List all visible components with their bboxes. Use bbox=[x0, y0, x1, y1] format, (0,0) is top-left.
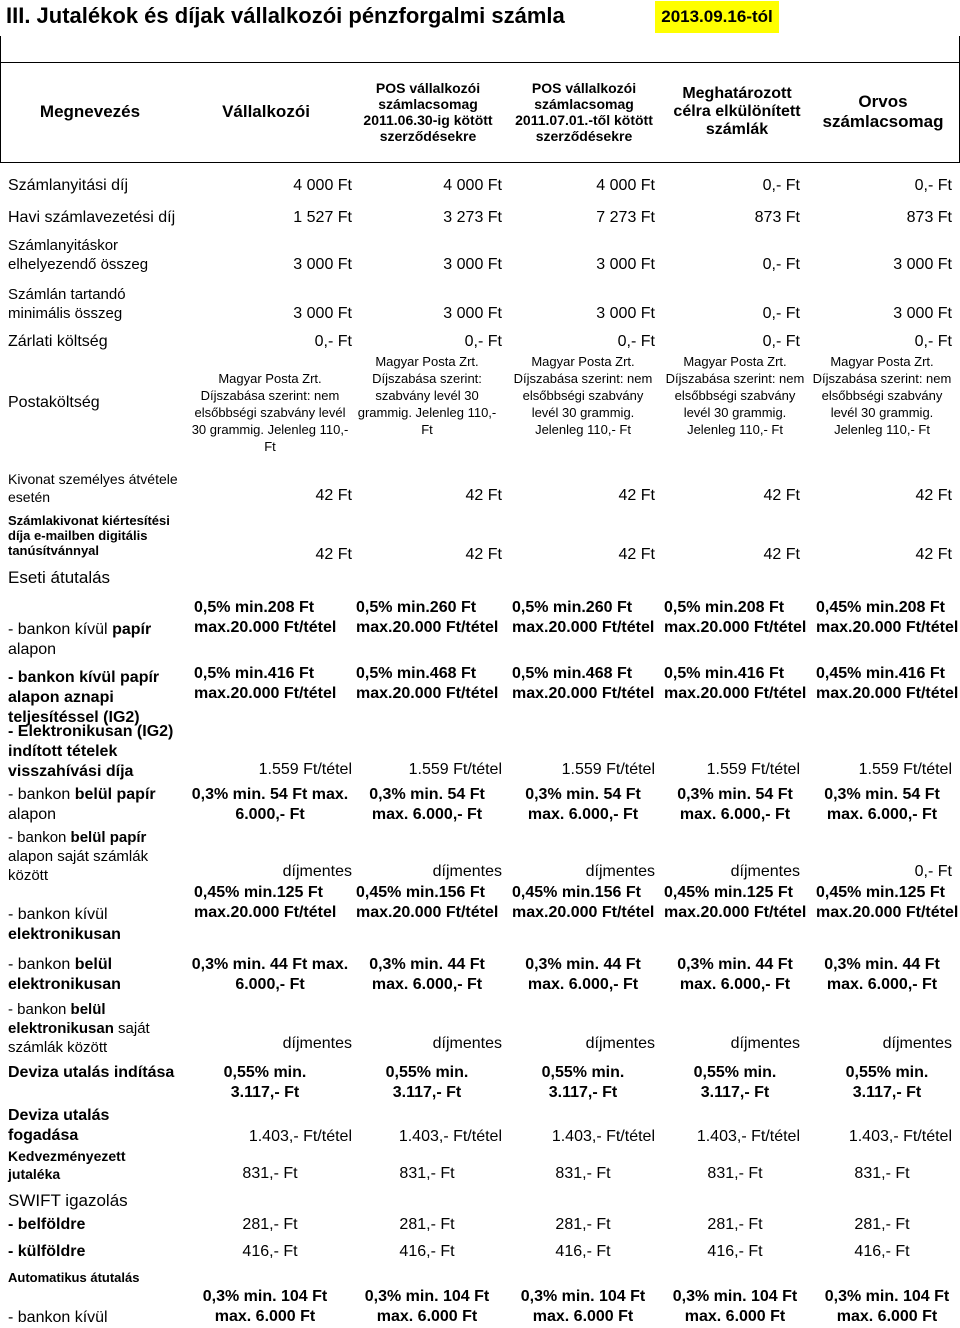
row-label-elhely: Számlanyitáskor elhelyezendő összeg bbox=[8, 237, 149, 273]
cell-nyitasi-4: 0,- Ft bbox=[914, 177, 952, 194]
row-label-part: belül papír bbox=[70, 829, 147, 846]
cell-aznapi-1: 0,5% min.468 Ft max.20.000 Ft/tétel bbox=[356, 665, 499, 702]
row-label-autokivul: - bankon kívül bbox=[8, 1309, 108, 1326]
cell-visszahivas-0: 1.559 Ft/tétel bbox=[258, 761, 352, 778]
cell-sajatpapir-3: díjmentes bbox=[730, 863, 800, 880]
row-label-part: saját számlák között bbox=[8, 1020, 150, 1056]
cell-aznapi-0: 0,5% min.416 Ft max.20.000 Ft/tétel bbox=[194, 665, 337, 702]
cell-devizafogadas-0: 1.403,- Ft/tétel bbox=[248, 1128, 352, 1145]
cell-devizainditas-2: 0,55% min. 3.117,- Ft bbox=[541, 1064, 625, 1101]
cell-elhely-3: 0,- Ft bbox=[762, 256, 800, 273]
cell-kedvezmenyezett-2: 831,- Ft bbox=[555, 1165, 611, 1182]
cell-devizafogadas-3: 1.403,- Ft/tétel bbox=[696, 1128, 800, 1145]
cell-posta-4: Magyar Posta Zrt. Díjszabása szerint: nem elsőbbségi szabvány levél 30 grammig. Jelenleg 110,- Ft bbox=[812, 354, 952, 437]
cell-havi-0: 1 527 Ft bbox=[293, 209, 352, 226]
cell-devizafogadas-2: 1.403,- Ft/tétel bbox=[551, 1128, 655, 1145]
cell-kivonat-2: 42 Ft bbox=[618, 487, 655, 504]
row-label-havi: Havi számlavezetési díj bbox=[8, 209, 176, 226]
cell-havi-3: 873 Ft bbox=[754, 209, 800, 226]
cell-devizainditas-3: 0,55% min. 3.117,- Ft bbox=[693, 1064, 777, 1101]
cell-elhely-1: 3 000 Ft bbox=[443, 256, 502, 273]
cell-minimalis-0: 3 000 Ft bbox=[293, 305, 352, 322]
cell-kivulelektr-1: 0,45% min.156 Ft max.20.000 Ft/tétel bbox=[356, 884, 499, 921]
cell-kivulelektr-0: 0,45% min.125 Ft max.20.000 Ft/tétel bbox=[194, 884, 337, 921]
cell-kulfold-2: 416,- Ft bbox=[555, 1243, 611, 1260]
cell-kivonat-0: 42 Ft bbox=[315, 487, 352, 504]
cell-belulelektr-2: 0,3% min. 44 Ft max. 6.000,- Ft bbox=[525, 956, 641, 993]
cell-kedvezmenyezett-0: 831,- Ft bbox=[242, 1165, 298, 1182]
cell-autokivul-0: 0,3% min. 104 Ft max. 6.000 Ft bbox=[202, 1288, 328, 1325]
cell-minimalis-3: 0,- Ft bbox=[762, 305, 800, 322]
cell-visszahivas-2: 1.559 Ft/tétel bbox=[561, 761, 655, 778]
row-label-kulfold: - külföldre bbox=[8, 1243, 86, 1260]
cell-belulpapir-2: 0,3% min. 54 Ft max. 6.000,- Ft bbox=[525, 786, 641, 823]
cell-belfold-0: 281,- Ft bbox=[242, 1216, 298, 1233]
row-label-devizafogadas: Deviza utalás fogadása bbox=[8, 1107, 110, 1144]
cell-posta-0: Magyar Posta Zrt. Díjszabása szerint: nem elsőbbségi szabvány levél 30 grammig. Jelenleg 110,- Ft bbox=[191, 371, 349, 454]
cell-elhely-4: 3 000 Ft bbox=[893, 256, 952, 273]
cell-kivulelektr-3: 0,45% min.125 Ft max.20.000 Ft/tétel bbox=[664, 884, 807, 921]
row-label-sajatelektr bbox=[8, 1000, 188, 1057]
cell-visszahivas-1: 1.559 Ft/tétel bbox=[408, 761, 502, 778]
cell-emailkivonat-0: 42 Ft bbox=[315, 546, 352, 563]
row-label-part: - bankon kívül bbox=[8, 906, 108, 923]
cell-sajatelektr-3: díjmentes bbox=[730, 1035, 800, 1052]
cell-kivonat-4: 42 Ft bbox=[915, 487, 952, 504]
cell-minimalis-1: 3 000 Ft bbox=[443, 305, 502, 322]
row-label-posta: Postaköltség bbox=[8, 394, 100, 411]
cell-zarlati-4: 0,- Ft bbox=[914, 333, 952, 350]
row-label-part: alapon saját számlák között bbox=[8, 848, 149, 884]
cell-havi-2: 7 273 Ft bbox=[596, 209, 655, 226]
cell-belfold-1: 281,- Ft bbox=[399, 1216, 455, 1233]
cell-sajatelektr-0: díjmentes bbox=[282, 1035, 352, 1052]
cell-belulpapir-4: 0,3% min. 54 Ft max. 6.000,- Ft bbox=[824, 786, 940, 823]
cell-devizainditas-0: 0,55% min. 3.117,- Ft bbox=[223, 1064, 307, 1101]
cell-aznapi-4: 0,45% min.416 Ft max.20.000 Ft/tétel bbox=[816, 665, 959, 702]
row-label-part: elektronikusan bbox=[8, 926, 121, 943]
cell-aznapi-3: 0,5% min.416 Ft max.20.000 Ft/tétel bbox=[664, 665, 807, 702]
cell-belulelektr-0: 0,3% min. 44 Ft max. 6.000,- Ft bbox=[191, 956, 349, 993]
cell-autokivul-4: 0,3% min. 104 Ft max. 6.000 Ft bbox=[824, 1288, 950, 1325]
cell-zarlati-3: 0,- Ft bbox=[762, 333, 800, 350]
row-label-aznapi: - bankon kívül papír alapon aznapi teljesítéssel (IG2) bbox=[8, 669, 160, 726]
cell-visszahivas-3: 1.559 Ft/tétel bbox=[706, 761, 800, 778]
cell-belulelektr-3: 0,3% min. 44 Ft max. 6.000,- Ft bbox=[677, 956, 793, 993]
cell-devizafogadas-4: 1.403,- Ft/tétel bbox=[848, 1128, 952, 1145]
header-megnevezes: Megnevezés bbox=[39, 102, 141, 121]
cell-autokivul-2: 0,3% min. 104 Ft max. 6.000 Ft bbox=[520, 1288, 646, 1325]
cell-kulfold-0: 416,- Ft bbox=[242, 1243, 298, 1260]
cell-elhely-2: 3 000 Ft bbox=[596, 256, 655, 273]
row-label-part: - bankon bbox=[8, 956, 75, 973]
cell-kivulelektr-4: 0,45% min.125 Ft max.20.000 Ft/tétel bbox=[816, 884, 959, 921]
cell-belfold-3: 281,- Ft bbox=[707, 1216, 763, 1233]
cell-aznapi-2: 0,5% min.468 Ft max.20.000 Ft/tétel bbox=[512, 665, 655, 702]
cell-havi-4: 873 Ft bbox=[906, 209, 952, 226]
header-orvos: Orvos számlacsomag bbox=[822, 92, 944, 131]
row-label-part: alapon bbox=[8, 806, 57, 823]
cell-minimalis-4: 3 000 Ft bbox=[893, 305, 952, 322]
row-label-part: belül elektronikusan bbox=[8, 956, 121, 993]
cell-kulfold-4: 416,- Ft bbox=[854, 1243, 910, 1260]
cell-minimalis-2: 3 000 Ft bbox=[596, 305, 655, 322]
header-vallalkozoi: Vállalkozói bbox=[222, 102, 310, 121]
cell-kivonat-1: 42 Ft bbox=[465, 487, 502, 504]
row-label-nyitasi: Számlanyitási díj bbox=[8, 177, 129, 194]
cell-elhely-0: 3 000 Ft bbox=[293, 256, 352, 273]
cell-devizainditas-1: 0,55% min. 3.117,- Ft bbox=[385, 1064, 469, 1101]
cell-sajatelektr-4: díjmentes bbox=[882, 1035, 952, 1052]
cell-belfold-2: 281,- Ft bbox=[555, 1216, 611, 1233]
cell-kivonat-3: 42 Ft bbox=[763, 487, 800, 504]
cell-posta-2: Magyar Posta Zrt. Díjszabása szerint: nem elsőbbségi szabvány levél 30 grammig. Jelenleg 110,- Ft bbox=[513, 354, 653, 437]
cell-zarlati-0: 0,- Ft bbox=[314, 333, 352, 350]
cell-devizafogadas-1: 1.403,- Ft/tétel bbox=[398, 1128, 502, 1145]
cell-belulelektr-1: 0,3% min. 44 Ft max. 6.000,- Ft bbox=[369, 956, 485, 993]
cell-nyitasi-0: 4 000 Ft bbox=[293, 177, 352, 194]
page-title: III. Jutalékok és díjak vállalkozói pénzforgalmi számla bbox=[6, 3, 565, 28]
title-bar bbox=[0, 0, 960, 36]
blank-row bbox=[0, 36, 960, 63]
row-label-part: belül papír bbox=[74, 786, 156, 803]
cell-kedvezmenyezett-4: 831,- Ft bbox=[854, 1165, 910, 1182]
cell-sajatpapir-4: 0,- Ft bbox=[914, 863, 952, 880]
cell-emailkivonat-3: 42 Ft bbox=[763, 546, 800, 563]
cell-havi-1: 3 273 Ft bbox=[443, 209, 502, 226]
cell-nyitasi-2: 4 000 Ft bbox=[596, 177, 655, 194]
cell-emailkivonat-2: 42 Ft bbox=[618, 546, 655, 563]
row-label-visszahivas: - Elektronikusan (IG2) indított tételek visszahívási díja bbox=[8, 723, 174, 780]
cell-kedvezmenyezett-1: 831,- Ft bbox=[399, 1165, 455, 1182]
cell-visszahivas-4: 1.559 Ft/tétel bbox=[858, 761, 952, 778]
cell-sajatpapir-0: díjmentes bbox=[282, 863, 352, 880]
row-label-part: alapon bbox=[8, 641, 57, 658]
cell-autokivul-3: 0,3% min. 104 Ft max. 6.000 Ft bbox=[672, 1288, 798, 1325]
cell-autokivul-1: 0,3% min. 104 Ft max. 6.000 Ft bbox=[364, 1288, 490, 1325]
cell-kivulpapir-2: 0,5% min.260 Ft max.20.000 Ft/tétel bbox=[512, 599, 655, 636]
cell-kivulpapir-4: 0,45% min.208 Ft max.20.000 Ft/tétel bbox=[816, 599, 959, 636]
row-label-belfold: - belföldre bbox=[8, 1216, 86, 1233]
row-label-swift: SWIFT igazolás bbox=[8, 1191, 128, 1210]
row-label-belulelektr bbox=[8, 955, 188, 995]
cell-posta-3: Magyar Posta Zrt. Díjszabása szerint: nem elsőbbségi szabvány levél 30 grammig. Jelenleg 110,- Ft bbox=[665, 354, 805, 437]
cell-emailkivonat-4: 42 Ft bbox=[915, 546, 952, 563]
row-label-part: - bankon bbox=[8, 829, 71, 846]
cell-zarlati-1: 0,- Ft bbox=[464, 333, 502, 350]
row-label-kivonat: Kivonat személyes átvétele esetén bbox=[8, 471, 178, 505]
cell-kivulpapir-0: 0,5% min.208 Ft max.20.000 Ft/tétel bbox=[194, 599, 337, 636]
cell-zarlati-2: 0,- Ft bbox=[617, 333, 655, 350]
row-label-eseti: Eseti átutalás bbox=[8, 568, 111, 587]
row-label-part: belül elektronikusan bbox=[8, 1001, 114, 1037]
cell-sajatpapir-2: díjmentes bbox=[585, 863, 655, 880]
cell-sajatelektr-1: díjmentes bbox=[432, 1035, 502, 1052]
cell-kivulpapir-1: 0,5% min.260 Ft max.20.000 Ft/tétel bbox=[356, 599, 499, 636]
cell-kulfold-3: 416,- Ft bbox=[707, 1243, 763, 1260]
row-label-emailkivonat: Számlakivonat kiértesítési díja e-mailben digitális tanúsítvánnyal bbox=[8, 513, 170, 558]
header-pos-2011-07: POS vállalkozói számlacsomag 2011.07.01.-től kötött szerződésekre bbox=[515, 80, 653, 144]
row-label-kedvezmenyezett: Kedvezményezett jutaléka bbox=[8, 1148, 126, 1182]
cell-belulelektr-4: 0,3% min. 44 Ft max. 6.000,- Ft bbox=[824, 956, 940, 993]
cell-belulpapir-1: 0,3% min. 54 Ft max. 6.000,- Ft bbox=[369, 786, 485, 823]
header-pos-2011-06: POS vállalkozói számlacsomag 2011.06.30-ig kötött szerződésekre bbox=[363, 80, 493, 144]
cell-belfold-4: 281,- Ft bbox=[854, 1216, 910, 1233]
row-label-automatikus: Automatikus átutalás bbox=[8, 1270, 140, 1285]
row-label-sajatpapir bbox=[8, 828, 188, 885]
row-label-part: - bankon bbox=[8, 786, 75, 803]
row-label-part: - bankon bbox=[8, 1001, 71, 1018]
cell-nyitasi-3: 0,- Ft bbox=[762, 177, 800, 194]
cell-sajatpapir-1: díjmentes bbox=[432, 863, 502, 880]
row-label-devizainditas: Deviza utalás indítása bbox=[8, 1064, 175, 1081]
row-label-part: - bankon kívül bbox=[8, 621, 113, 638]
effective-date-badge: 2013.09.16-tól bbox=[655, 1, 779, 33]
cell-sajatelektr-2: díjmentes bbox=[585, 1035, 655, 1052]
row-label-zarlati: Zárlati költség bbox=[8, 333, 108, 350]
cell-belulpapir-3: 0,3% min. 54 Ft max. 6.000,- Ft bbox=[677, 786, 793, 823]
cell-nyitasi-1: 4 000 Ft bbox=[443, 177, 502, 194]
row-label-kivulpapir bbox=[8, 620, 183, 660]
row-label-part: papír bbox=[112, 621, 152, 638]
cell-kulfold-1: 416,- Ft bbox=[399, 1243, 455, 1260]
cell-posta-1: Magyar Posta Zrt. Díjszabása szerint: szabvány levél 30 grammig. Jelenleg 110,- Ft bbox=[357, 354, 497, 437]
header-elkulonitett: Meghatározott célra elkülönített számlák bbox=[673, 85, 801, 138]
cell-devizainditas-4: 0,55% min. 3.117,- Ft bbox=[845, 1064, 929, 1101]
cell-emailkivonat-1: 42 Ft bbox=[465, 546, 502, 563]
cell-kivulelektr-2: 0,45% min.156 Ft max.20.000 Ft/tétel bbox=[512, 884, 655, 921]
row-label-minimalis: Számlán tartandó minimális összeg bbox=[8, 286, 126, 322]
row-label-kivulelektr bbox=[8, 905, 188, 945]
cell-belulpapir-0: 0,3% min. 54 Ft max. 6.000,- Ft bbox=[191, 786, 349, 823]
table-header bbox=[0, 62, 960, 163]
cell-kivulpapir-3: 0,5% min.208 Ft max.20.000 Ft/tétel bbox=[664, 599, 807, 636]
cell-kedvezmenyezett-3: 831,- Ft bbox=[707, 1165, 763, 1182]
row-label-belulpapir bbox=[8, 785, 188, 825]
